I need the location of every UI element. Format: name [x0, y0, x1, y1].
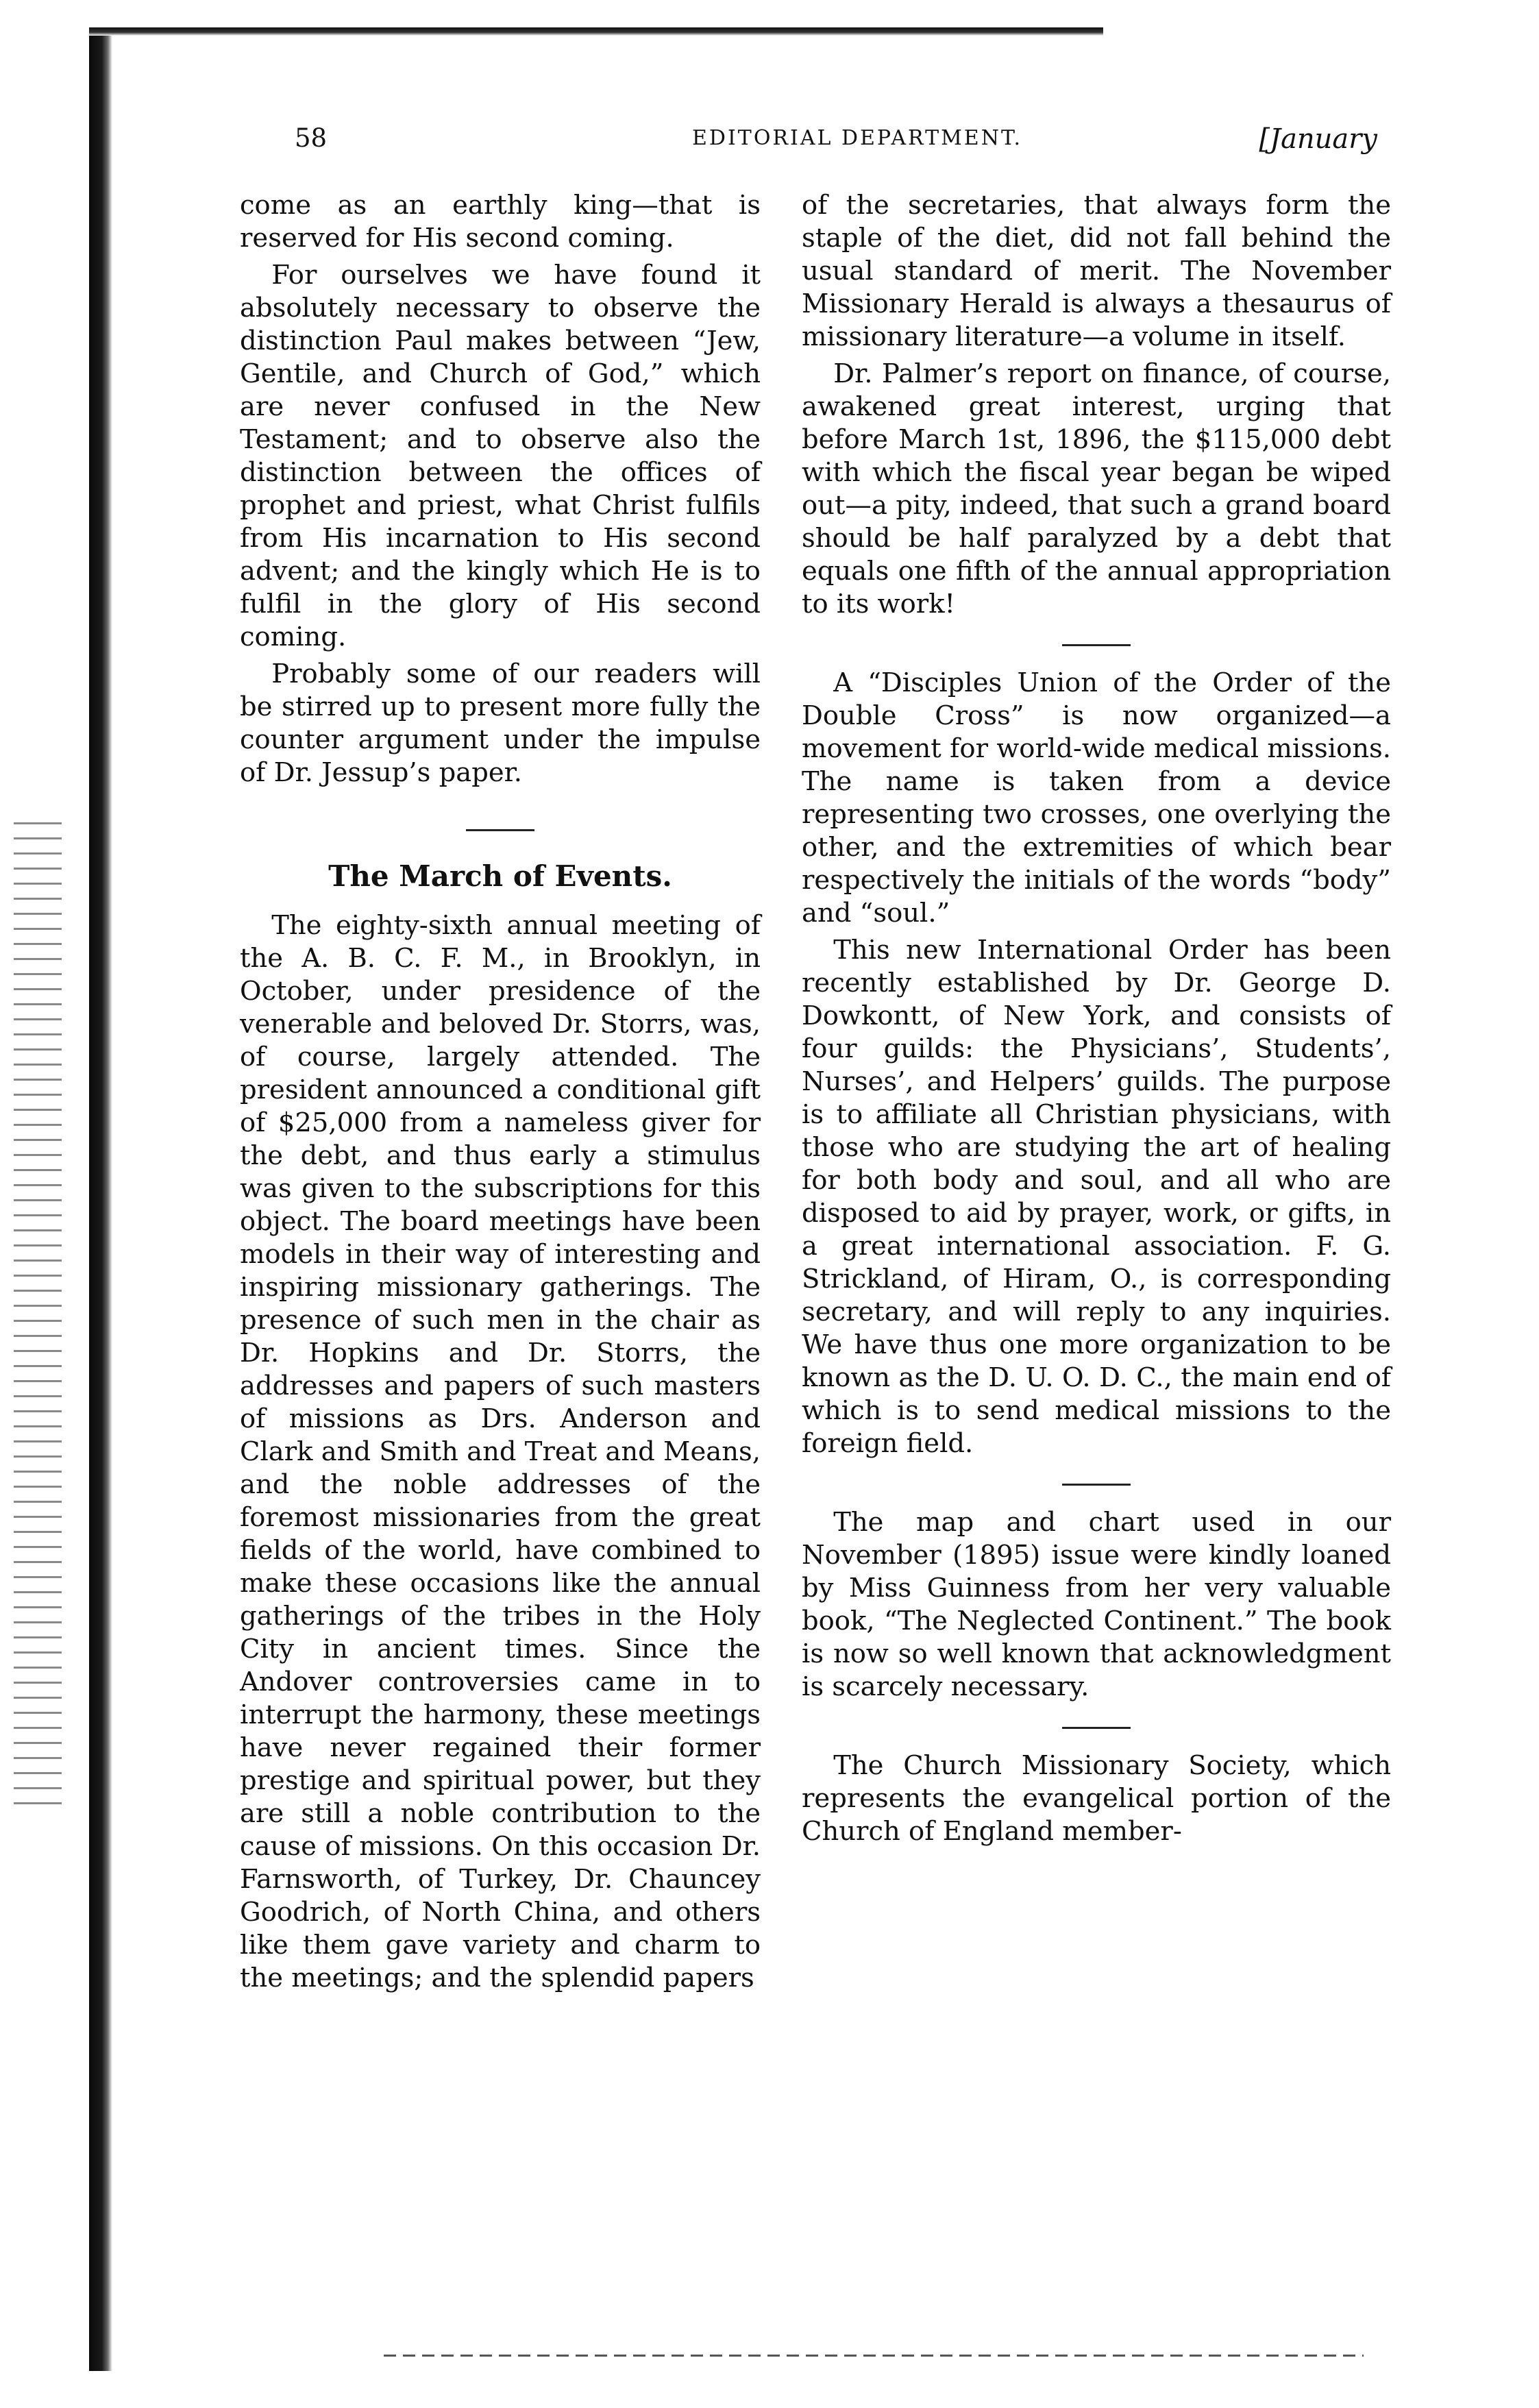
- section-divider: [1062, 1484, 1131, 1486]
- paragraph-second-coming: come as an earthly king—that is reserved for His second coming.: [240, 190, 761, 254]
- running-head: EDITORIAL DEPARTMENT.: [692, 126, 1023, 150]
- scan-margin-specks: [14, 822, 62, 1816]
- page-header: [295, 123, 1377, 164]
- paragraph-international-order: This new International Order has been recently established by Dr. George D. Dowkontt, of New York, and consists of four guilds: the Physicians’, Students’, Nurses’, and Helpers’ guilds. The purpose is to affiliate all Christian physicians, with those who are studying the art of healing for both body and soul, and all who are disposed to aid by prayer, work, or gifts, in a great international association. F. G. Strickland, of Hiram, O., is corresponding secretary, and will reply to any inquiries. We have thus one more organization to be known as the D. U. O. D. C., the main end of which is to send medical missions to the foreign field.: [802, 935, 1391, 1459]
- section-divider: [466, 829, 534, 831]
- paragraph-secretaries: of the secretaries, that always form the staple of the diet, did not fall behind the usual standard of merit. The November Missionary Herald is always a thesaurus of missionary literature—a volume in itself.: [802, 190, 1391, 352]
- paragraph-finance-report: Dr. Palmer’s report on finance, of course, awakened great interest, urging that before March 1st, 1896, the $115,000 debt with which the fiscal year began be wiped out—a pity, indeed, that such a grand board should be half paralyzed by a debt that equals one fifth of the annual appropriation to its work!: [802, 358, 1391, 619]
- scan-top-edge: [89, 27, 1103, 36]
- paragraph-abcfm-meeting: The eighty-sixth annual meeting of the A. B. C. F. M., in Brooklyn, in October, under presidence of the venerable and beloved Dr. Storrs, was, of course, largely attended. The president announced a conditional gift of $25,000 from a nameless giver for the debt, and thus early a stimulus was given to the subscriptions for this object. The board meetings have been models in their way of interesting and inspiring missionary gatherings. The presence of such men in the chair as Dr. Hopkins and Dr. Storrs, the addresses and papers of such masters of missions as Drs. Anderson and Clark and Smith and Treat and Means, and the noble addresses of the foremost missionaries from the great fields of the world, have combined to make these occasions like the annual gatherings of the tribes in the Holy City in ancient times. Since the Andover controversies came in to interrupt the harmony, these meetings have never regained their former prestige and spiritual power, but they are still a noble contribution to the cause of missions. On this occasion Dr. Farnsworth, of Turkey, Dr. Chauncey Goodrich, of North China, and others like them gave variety and charm to the meetings; and the splendid papers: [240, 910, 761, 1993]
- section-heading: The March of Events.: [328, 859, 672, 893]
- right-column: [802, 189, 1391, 1848]
- section-divider: [1062, 1727, 1131, 1729]
- paragraph-distinction: For ourselves we have found it absolutely necessary to observe the distinction Paul makes between “Jew, Gentile, and Church of God,” which are never confused in the New Testament; and to observe also the distinction between the offices of prophet and priest, what Christ fulfils from His incarnation to His second advent; and the kingly which He is to fulfil in the glory of His second coming.: [240, 260, 761, 652]
- left-column: [240, 189, 761, 1995]
- issue-month: [January: [1259, 123, 1377, 155]
- scan-bottom-edge: [384, 2355, 1364, 2357]
- section-divider: [1062, 644, 1131, 646]
- paragraph-church-missionary-society: The Church Missionary Society, which represents the evangelical portion of the Church of England member-: [802, 1750, 1391, 1847]
- scan-binding-edge: [89, 27, 112, 2371]
- paragraph-map-and-chart: The map and chart used in our November (1895) issue were kindly loaned by Miss Guinness from her very valuable book, “The Neglected Continent.” The book is now so well known that acknowledgment is scarcely necessary.: [802, 1507, 1391, 1702]
- paragraph-disciples-union: A “Disciples Union of the Order of the Double Cross” is now organized—a movement for world-wide medical missions. The name is taken from a device representing two crosses, one overlying the other, and the extremities of which bear respectively the initials of the words “body” and “soul.”: [802, 667, 1391, 929]
- page-number: 58: [295, 123, 328, 153]
- paragraph-counter-argument: Probably some of our readers will be stirred up to present more fully the counter argument under the impulse of Dr. Jessup’s paper.: [240, 659, 761, 788]
